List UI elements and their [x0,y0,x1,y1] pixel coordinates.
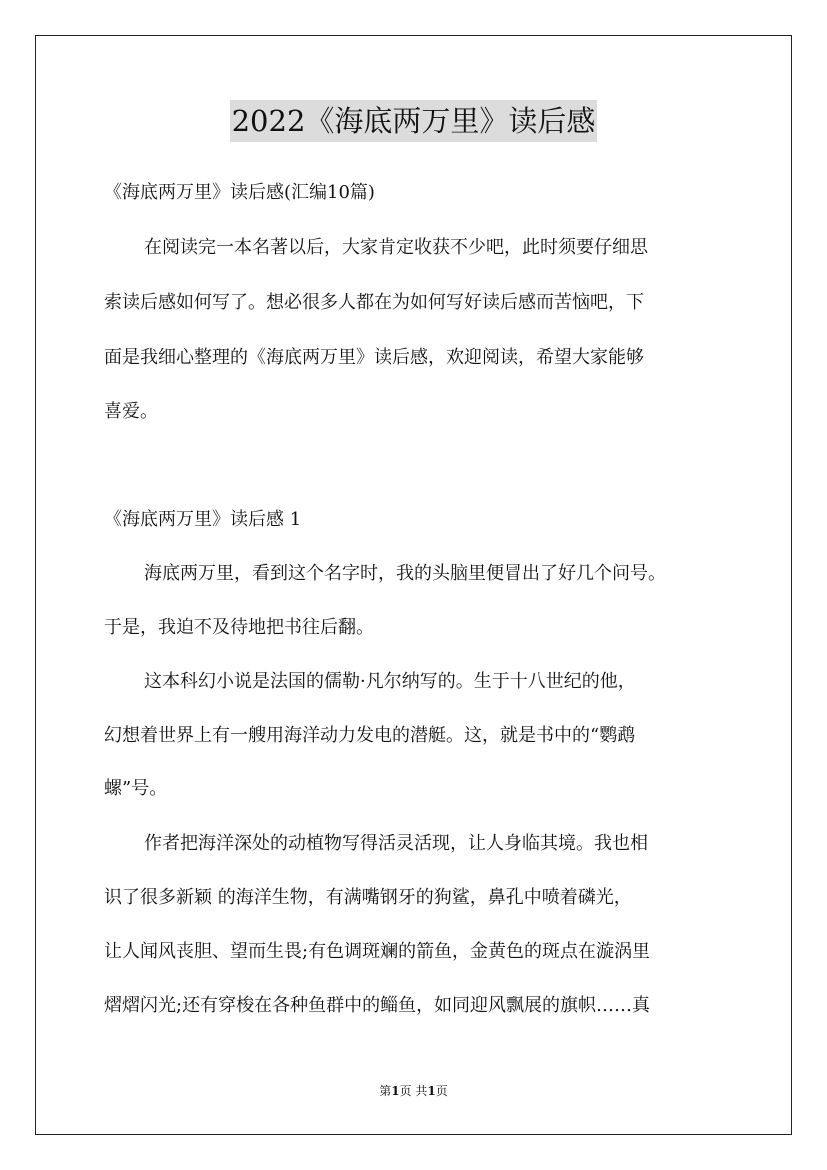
body-line-4: 幻想着世界上有一艘用海洋动力发电的潜艇。这，就是书中的“鹦鹉 [104,725,636,746]
body-line-7: 识了很多新颖 的海洋生物，有满嘴钢牙的狗鲨，鼻孔中喷着磷光， [104,887,632,908]
intro-line-4: 喜爱。 [104,401,158,422]
footer-page-current: 1 [391,1084,400,1098]
intro-line-3: 面是我细心整理的《海底两万里》读后感，欢迎阅读，希望大家能够 [104,347,644,368]
body-line-8: 让人闻风丧胆、望而生畏;有色调斑斓的箭鱼，金黄色的斑点在漩涡里 [104,941,651,962]
body-line-1: 海底两万里，看到这个名字时，我的头脑里便冒出了好几个问号。 [144,563,666,584]
footer-mid: 页 共 [399,1084,428,1098]
intro-line-2: 索读后感如何写了。想必很多人都在为如何写好读后感而苦恼吧，下 [104,292,644,313]
body-line-3: 这本科幻小说是法国的儒勒·凡尔纳写的。生于十八世纪的他， [144,671,636,692]
document-title: 2022《海底两万里》读后感 [230,100,598,142]
body-line-5: 螺”号。 [104,778,168,799]
document-subtitle: 《海底两万里》读后感(汇编10篇) [104,182,375,203]
title-container [0,100,827,142]
intro-line-1: 在阅读完一本名著以后，大家肯定收获不少吧，此时须要仔细思 [144,237,648,258]
footer-page-total: 1 [427,1084,436,1098]
body-line-9: 熠熠闪光;还有穿梭在各种鱼群中的鲻鱼，如同迎风飘展的旗帜……真 [104,995,651,1016]
section-heading: 《海底两万里》读后感 1 [104,509,302,530]
page-footer [0,1083,827,1099]
footer-prefix: 第 [379,1084,392,1098]
body-line-6: 作者把海洋深处的动植物写得活灵活现，让人身临其境。我也相 [144,833,648,854]
footer-suffix: 页 [435,1084,448,1098]
body-line-2: 于是，我迫不及待地把书往后翻。 [104,617,374,638]
